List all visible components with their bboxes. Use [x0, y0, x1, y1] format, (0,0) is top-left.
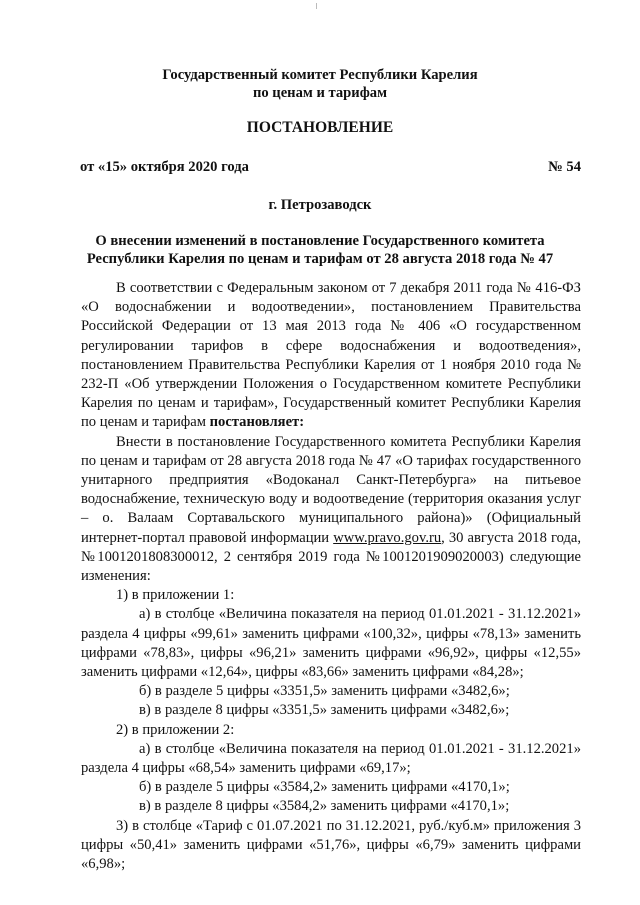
org-name-line1: Государственный комитет Республики Карелия — [162, 67, 478, 83]
city: г. Петрозаводск — [268, 197, 372, 213]
item-2b: б) в разделе 5 цифры «3584,2» заменить цифрами «4170,1»; — [139, 779, 510, 796]
subject-line2: Республики Карелия по ценам и тарифам от 28 августа 2018 года № 47 — [86, 251, 554, 267]
intro-text: Внести в постановление Государственного комитета Республики Карелия по ценам и тарифам от 28 августа 2018 года № 47 «О тарифах государственного унитарного предприятия «Водоканал Санкт-Петербурга» на питьевое водоснабжение, техническую воду и водоотведение (территория оказания услуг – о. Валаам Сортавальского муниципального района)» (Официальный интернет-портал правовой информации — [81, 433, 581, 546]
intro-paragraph — [81, 433, 581, 587]
preamble-text: В соответствии с Федеральным законом от 7 декабря 2011 года № 416-ФЗ «О водоснабжении и водоотведении», постановлением Правительства Российской Федерации от 13 мая 2013 года № 406 «О государственном регулировании тарифов в сфере водоснабжения и водоотведения», постановлением Правительства Республики Карелия от 1 ноября 2010 года № 232-П «Об утверждении Положения о Государственном комитете Республики Карелия по ценам и тарифам», Государственный комитет Республики Карелия по ценам и тарифам — [81, 280, 581, 431]
preamble-resolves: постановляет: — [209, 414, 305, 431]
preamble-paragraph — [81, 279, 581, 433]
item-1a: а) в столбце «Величина показателя на период 01.01.2021 - 31.12.2021» раздела 4 цифры «99,61» заменить цифрами «100,32», цифры «78,13» заменить цифрами «78,83», цифры «96,21» заменить цифрами «96,92», цифры «12,55» заменить цифрами «12,64», цифры «83,66» заменить цифрами «84,28»; — [81, 606, 581, 681]
doc-date: от «15» октября 2020 года — [80, 159, 249, 175]
item-1c: в) в разделе 8 цифры «3351,5» заменить цифрами «3482,6»; — [139, 702, 510, 719]
document-body — [81, 279, 581, 874]
item-1: 1) в приложении 1: — [116, 587, 235, 604]
date-number-line — [80, 158, 581, 177]
pravo-link[interactable]: www.pravo.gov.ru — [333, 529, 442, 546]
scan-mark — [316, 3, 317, 9]
item-3: 3) в столбце «Тариф с 01.07.2021 по 31.12.2021, руб./куб.м» приложения 3 цифры «50,41» заменить цифрами «51,76», цифры «6,79» заменить цифрами «6,98»; — [81, 817, 581, 873]
item-2: 2) в приложении 2: — [116, 721, 235, 738]
doc-number: № 54 — [548, 159, 581, 175]
subject-line1: О внесении изменений в постановление Государственного комитета — [95, 233, 545, 249]
item-2c: в) в разделе 8 цифры «3584,2» заменить цифрами «4170,1»; — [139, 798, 510, 815]
org-name-line2: по ценам и тарифам — [252, 85, 388, 101]
item-2a: а) в столбце «Величина показателя на период 01.01.2021 - 31.12.2021» раздела 4 цифры «68,54» заменить цифрами «69,17»; — [81, 740, 581, 777]
item-1b: б) в разделе 5 цифры «3351,5» заменить цифрами «3482,6»; — [139, 683, 510, 700]
doc-type-title: ПОСТАНОВЛЕНИЕ — [246, 119, 394, 136]
intro-tail: , 30 августа 2018 года, №1001201808300012, 2 сентября 2019 года №1001201909020003) следующие изменения: — [81, 529, 581, 585]
